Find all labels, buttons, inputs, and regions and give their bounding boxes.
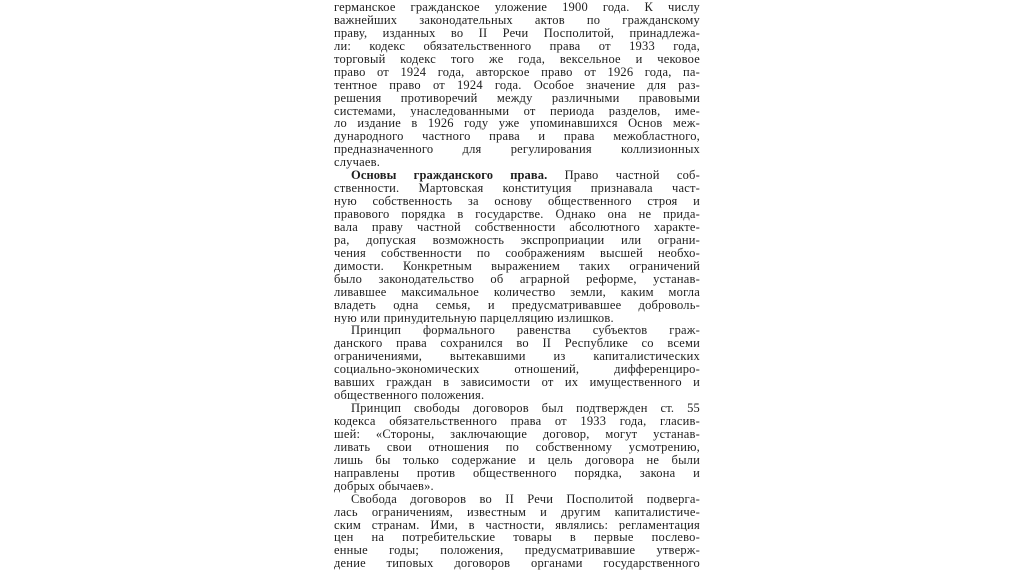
text-line: чения собственности по соображениям высшей необхо- [334, 246, 700, 260]
text-line: кодекса обязательственного права от 1933 года, гласив- [334, 415, 700, 428]
text-line: торговый кодекс того же года, вексельное и чековое [334, 52, 700, 66]
text-line: цен на потребительские товары в первые послево- [334, 531, 700, 545]
text-line: ограничениями, вытекавшими из капиталистических [334, 350, 700, 364]
text-line: лишь бы только содержание и цель договора не были [334, 453, 700, 467]
text-line: ским странам. Ими, в частности, являлись: регламентация [334, 518, 700, 532]
text-line: вала праву частной собственности абсолютного характе- [334, 220, 700, 234]
text-line: праву, изданных во II Речи Посполитой, принадлежа- [334, 26, 700, 40]
text-line: предназначенного для регулирования коллизионных [334, 143, 700, 157]
text-line: тентное право от 1924 года. Особое значение для раз- [334, 78, 700, 92]
text-line: ли: кодекс обязательственного права от 1933 года, [334, 39, 700, 53]
paragraph [334, 493, 700, 571]
text-line: общественного положения. [334, 389, 485, 403]
text-line: ную собственность за основу общественного строя и [334, 195, 700, 208]
text-line: социально-экономических отношений, дифференциро- [334, 363, 700, 377]
text-line: Принцип формального равенства субъектов граж- [351, 324, 700, 338]
text-line: было законодательство об аграрной реформе, устанав- [334, 272, 700, 286]
text-line: димости. Конкретным выражением таких ограничений [334, 259, 700, 273]
text-line: енные годы; положения, предусматривавшие утверж- [334, 544, 700, 558]
text-line: ственности. Мартовская конституция признавала част- [334, 182, 700, 196]
text-line: вавших граждан в зависимости от их имущественного и [334, 376, 700, 390]
text-line: Принцип свободы договоров был подтвержден ст. 55 [351, 402, 700, 415]
text-line: решения противоречий между различными правовыми [334, 91, 700, 105]
text-line: ливавшее максимальное количество земли, каким могла [334, 285, 700, 299]
text-line: ливать свои отношения по собственному усмотрению, [334, 440, 700, 454]
text-line: шей: «Стороны, заключающие договор, могут устанав- [334, 427, 700, 441]
text-line: Основы гражданского права. Право частной соб- [351, 169, 700, 183]
text-line: ло издание в 1926 году уже упоминавшихся Основ меж- [334, 117, 700, 131]
text-line: данского права сохранился во II Республике со всеми [334, 337, 700, 351]
text-line: добрых обычаев». [334, 479, 434, 493]
text-line: дение типовых договоров органами государственного [334, 557, 700, 571]
text-line: владеть одна семья, и предусматривавшее доброволь- [334, 298, 700, 312]
text-column [334, 1, 700, 570]
text-line: германское гражданское уложение 1900 года. К числу [334, 1, 700, 14]
text-line: лась ограничениям, известным и другим капиталистиче- [334, 505, 700, 519]
text-line: важнейших законодательных актов по гражданскому [334, 13, 700, 27]
text-line: системами, унаследованными от периода разделов, име- [334, 104, 700, 118]
text-line: направлены против общественного порядка, закона и [334, 466, 700, 480]
paragraph [334, 169, 700, 324]
text-line: ра, допуская возможность экспроприации или ограни- [334, 233, 700, 247]
paragraph [334, 402, 700, 493]
text-line: право от 1924 года, авторское право от 1926 года, па- [334, 65, 700, 79]
text-line: правового порядка в государстве. Однако она не прида- [334, 208, 700, 221]
text-line: Свобода договоров во II Речи Посполитой подверга- [351, 492, 700, 506]
text-line: случаев. [334, 156, 381, 170]
bold-lead-text: Основы гражданского права. [351, 169, 548, 183]
paragraph [334, 324, 700, 402]
text-line: ную или принудительную парцелляцию излишков. [334, 311, 614, 325]
text-line: дународного частного права и права межобластного, [334, 130, 700, 144]
paragraph [334, 1, 700, 169]
